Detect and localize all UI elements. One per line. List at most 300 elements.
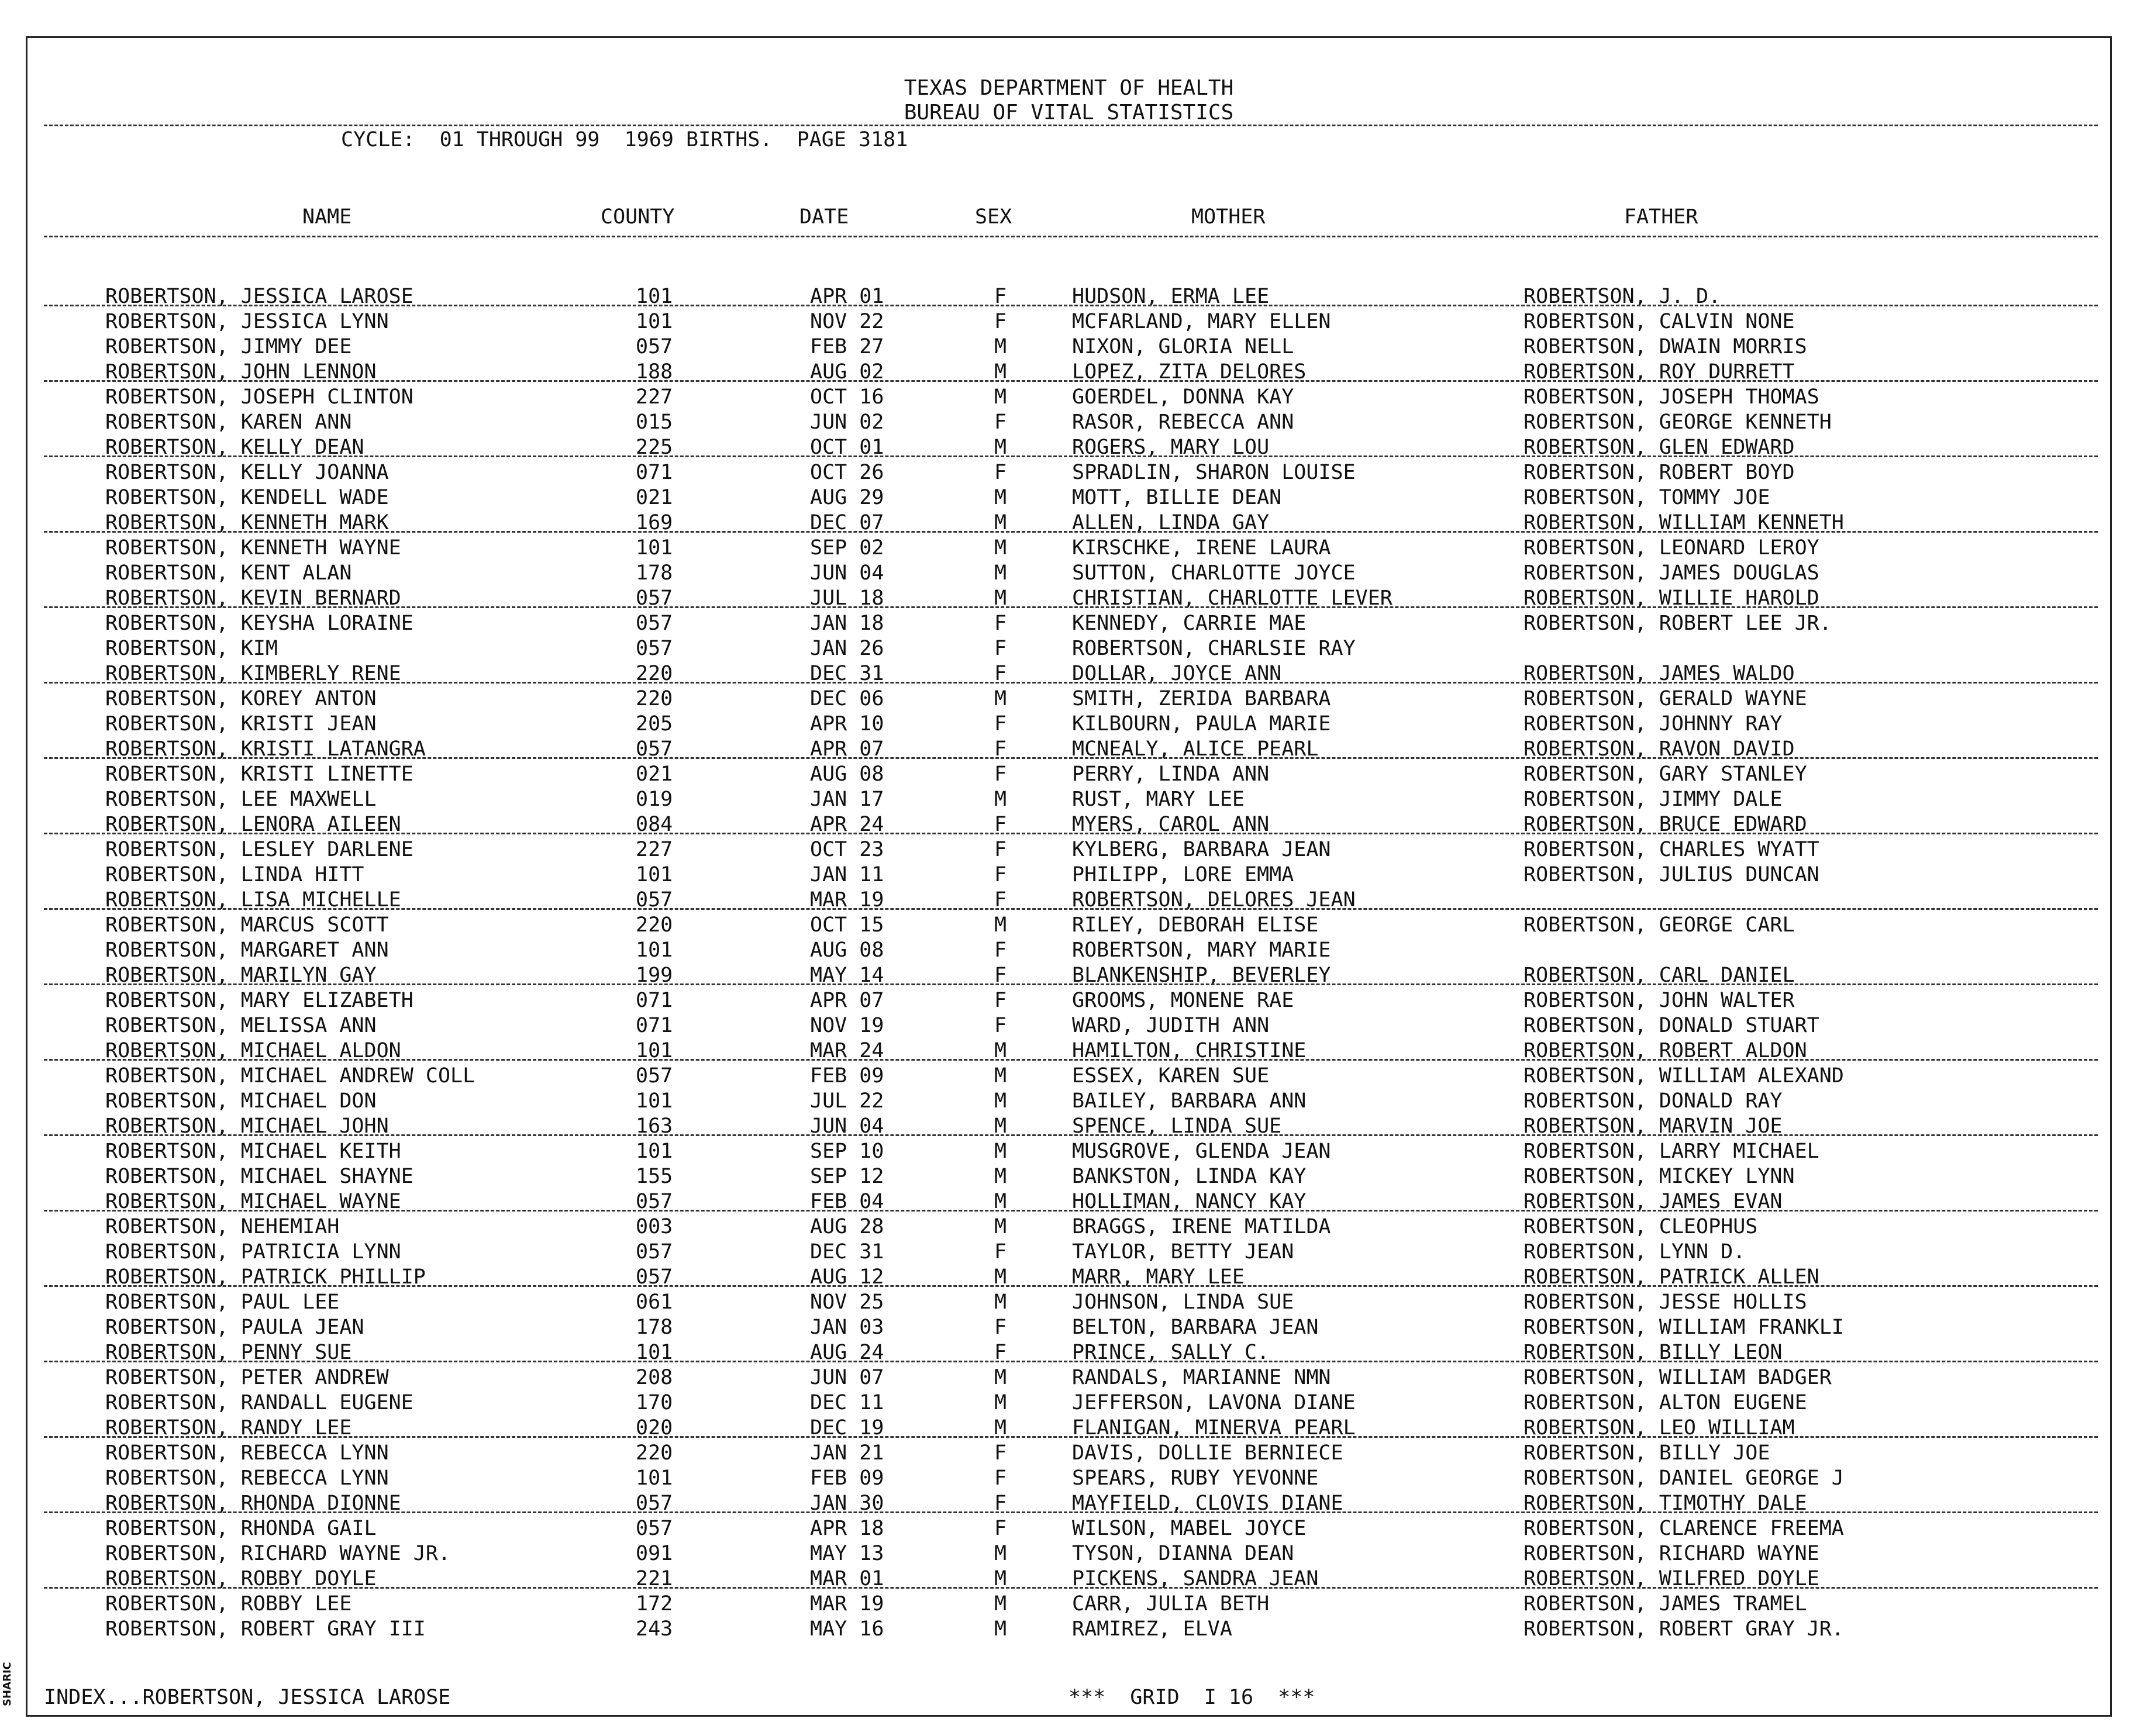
cell-date: OCT 01 [810, 436, 884, 459]
cell-name: ROBERTSON, KRISTI JEAN [105, 712, 377, 736]
cell-mother: WARD, JUDITH ANN [1072, 1014, 1270, 1037]
row-separator [44, 1587, 2098, 1589]
cell-county: 061 [636, 1290, 673, 1314]
cell-mother: MCFARLAND, MARY ELLEN [1072, 310, 1331, 333]
cell-sex: F [994, 637, 1007, 660]
cell-county: 221 [636, 1567, 673, 1590]
cell-mother: ROBERTSON, MARY MARIE [1072, 938, 1331, 962]
cell-father: ROBERTSON, RAVON DAVID [1524, 737, 1795, 761]
cell-father: ROBERTSON, LARRY MICHAEL [1524, 1140, 1819, 1163]
cell-date: FEB 27 [810, 335, 884, 358]
cycle-line: CYCLE: 01 THROUGH 99 1969 BIRTHS. PAGE 3181 [341, 128, 908, 151]
cell-date: JAN 17 [810, 788, 884, 811]
cell-father: ROBERTSON, ROY DURRETT [1524, 360, 1795, 384]
cell-county: 101 [636, 536, 673, 560]
cell-name: ROBERTSON, KRISTI LATANGRA [105, 737, 426, 761]
cell-father: ROBERTSON, JIMMY DALE [1524, 788, 1783, 811]
cell-date: OCT 15 [810, 913, 884, 937]
cell-father: ROBERTSON, JESSE HOLLIS [1524, 1290, 1807, 1314]
cell-father: ROBERTSON, DWAIN MORRIS [1524, 335, 1807, 358]
cell-mother: KIRSCHKE, IRENE LAURA [1072, 536, 1331, 560]
cell-mother: SPEARS, RUBY YEVONNE [1072, 1466, 1319, 1490]
cell-mother: LOPEZ, ZITA DELORES [1072, 360, 1307, 384]
cell-father: ROBERTSON, PATRICK ALLEN [1524, 1265, 1819, 1289]
cell-father: ROBERTSON, ROBERT LEE JR. [1524, 612, 1832, 635]
cell-mother: CHRISTIAN, CHARLOTTE LEVER [1072, 586, 1393, 610]
cell-name: ROBERTSON, MARCUS SCOTT [105, 913, 389, 937]
cell-mother: PICKENS, SANDRA JEAN [1072, 1567, 1319, 1590]
cell-father: ROBERTSON, LYNN D. [1524, 1240, 1746, 1264]
cell-mother: SMITH, ZERIDA BARBARA [1072, 687, 1331, 710]
cell-county: 057 [636, 637, 673, 660]
cell-name: ROBERTSON, KENNETH MARK [105, 511, 389, 534]
cell-county: 178 [636, 1316, 673, 1339]
cell-name: ROBERTSON, RICHARD WAYNE JR. [105, 1542, 451, 1565]
cell-county: 015 [636, 410, 673, 434]
cell-county: 071 [636, 461, 673, 484]
cell-mother: SPENCE, LINDA SUE [1072, 1114, 1282, 1138]
cell-county: 220 [636, 687, 673, 710]
cell-date: NOV 25 [810, 1290, 884, 1314]
cell-name: ROBERTSON, LINDA HITT [105, 863, 364, 886]
cell-sex: M [994, 511, 1007, 534]
cell-name: ROBERTSON, KEVIN BERNARD [105, 586, 401, 610]
cell-county: 091 [636, 1542, 673, 1565]
row-separator [44, 833, 2098, 834]
cell-date: AUG 24 [810, 1341, 884, 1364]
cell-county: 208 [636, 1366, 673, 1389]
cell-county: 019 [636, 788, 673, 811]
cell-name: ROBERTSON, KIMBERLY RENE [105, 662, 401, 685]
cell-county: 071 [636, 1014, 673, 1037]
cell-father: ROBERTSON, MARVIN JOE [1524, 1114, 1783, 1138]
cell-mother: JEFFERSON, LAVONA DIANE [1072, 1391, 1356, 1414]
cell-mother: PHILIPP, LORE EMMA [1072, 863, 1294, 886]
row-separator [44, 455, 2098, 457]
column-header-mother: MOTHER [1191, 205, 1266, 229]
cell-sex: M [994, 1265, 1007, 1289]
cell-sex: M [994, 1114, 1007, 1138]
cell-name: ROBERTSON, MICHAEL WAYNE [105, 1190, 401, 1213]
cell-father: ROBERTSON, MICKEY LYNN [1524, 1165, 1795, 1188]
cell-mother: BANKSTON, LINDA KAY [1072, 1165, 1307, 1188]
cell-name: ROBERTSON, PATRICIA LYNN [105, 1240, 401, 1264]
cell-sex: F [994, 1240, 1007, 1264]
cell-date: OCT 16 [810, 385, 884, 409]
cell-sex: F [994, 285, 1007, 308]
cell-mother: HOLLIMAN, NANCY KAY [1072, 1190, 1307, 1213]
cell-sex: M [994, 1617, 1007, 1641]
cell-sex: F [994, 1316, 1007, 1339]
cell-father: ROBERTSON, GEORGE KENNETH [1524, 410, 1832, 434]
cell-county: 227 [636, 385, 673, 409]
cell-name: ROBERTSON, KENT ALAN [105, 561, 352, 585]
cell-name: ROBERTSON, MICHAEL JOHN [105, 1114, 389, 1138]
cell-name: ROBERTSON, JESSICA LYNN [105, 310, 389, 333]
cell-name: ROBERTSON, KENNETH WAYNE [105, 536, 401, 560]
cell-date: AUG 02 [810, 360, 884, 384]
row-separator [44, 1511, 2098, 1513]
cell-mother: BRAGGS, IRENE MATILDA [1072, 1215, 1331, 1238]
cell-mother: FLANIGAN, MINERVA PEARL [1072, 1416, 1356, 1440]
cell-father: ROBERTSON, ALTON EUGENE [1524, 1391, 1807, 1414]
cell-date: AUG 12 [810, 1265, 884, 1289]
cell-date: JAN 21 [810, 1441, 884, 1465]
cell-sex: M [994, 586, 1007, 610]
cell-father: ROBERTSON, WILLIAM BADGER [1524, 1366, 1832, 1389]
cell-mother: MAYFIELD, CLOVIS DIANE [1072, 1492, 1343, 1515]
cell-county: 101 [636, 1140, 673, 1163]
cell-date: APR 10 [810, 712, 884, 736]
cell-mother: WILSON, MABEL JOYCE [1072, 1517, 1307, 1540]
row-separator [44, 1210, 2098, 1212]
cell-sex: F [994, 964, 1007, 987]
cell-mother: HAMILTON, CHRISTINE [1072, 1039, 1307, 1062]
cell-name: ROBERTSON, MARGARET ANN [105, 938, 389, 962]
cell-date: APR 07 [810, 989, 884, 1012]
cell-name: ROBERTSON, MARY ELIZABETH [105, 989, 413, 1012]
cell-sex: M [994, 1542, 1007, 1565]
cell-date: MAY 16 [810, 1617, 884, 1641]
cell-sex: M [994, 1089, 1007, 1113]
cell-county: 057 [636, 612, 673, 635]
cell-county: 101 [636, 1039, 673, 1062]
column-header-county: COUNTY [601, 205, 675, 229]
cell-father: ROBERTSON, RICHARD WAYNE [1524, 1542, 1819, 1565]
cell-county: 101 [636, 938, 673, 962]
cell-father: ROBERTSON, JAMES TRAMEL [1524, 1592, 1807, 1616]
cell-sex: M [994, 1290, 1007, 1314]
cell-mother: RASOR, REBECCA ANN [1072, 410, 1294, 434]
side-tag-label: SHARIC [1, 1662, 13, 1706]
cell-county: 057 [636, 586, 673, 610]
cell-date: JAN 11 [810, 863, 884, 886]
cell-father: ROBERTSON, J. D. [1524, 285, 1721, 308]
cell-name: ROBERTSON, MICHAEL SHAYNE [105, 1165, 413, 1188]
cell-sex: F [994, 762, 1007, 786]
cell-date: SEP 02 [810, 536, 884, 560]
cell-name: ROBERTSON, RANDY LEE [105, 1416, 352, 1440]
cell-sex: M [994, 1140, 1007, 1163]
row-separator [44, 757, 2098, 759]
bureau-title: BUREAU OF VITAL STATISTICS [904, 101, 1234, 125]
cell-county: 172 [636, 1592, 673, 1616]
cell-sex: M [994, 1567, 1007, 1590]
cell-sex: F [994, 737, 1007, 761]
cell-sex: M [994, 360, 1007, 384]
cell-date: MAR 01 [810, 1567, 884, 1590]
cell-mother: KENNEDY, CARRIE MAE [1072, 612, 1307, 635]
cell-mother: KILBOURN, PAULA MARIE [1072, 712, 1331, 736]
cell-date: FEB 04 [810, 1190, 884, 1213]
cell-name: ROBERTSON, RANDALL EUGENE [105, 1391, 413, 1414]
cell-sex: F [994, 938, 1007, 962]
cell-name: ROBERTSON, KENDELL WADE [105, 486, 389, 509]
cell-county: 155 [636, 1165, 673, 1188]
row-separator [44, 682, 2098, 684]
cell-date: FEB 09 [810, 1466, 884, 1490]
cell-date: NOV 22 [810, 310, 884, 333]
cell-father: ROBERTSON, JOSEPH THOMAS [1524, 385, 1819, 409]
cell-mother: MCNEALY, ALICE PEARL [1072, 737, 1319, 761]
cell-father: ROBERTSON, CALVIN NONE [1524, 310, 1795, 333]
cell-date: DEC 07 [810, 511, 884, 534]
cell-date: MAY 14 [810, 964, 884, 987]
cell-mother: RANDALS, MARIANNE NMN [1072, 1366, 1331, 1389]
cell-date: AUG 29 [810, 486, 884, 509]
cell-date: AUG 08 [810, 762, 884, 786]
cell-mother: SPRADLIN, SHARON LOUISE [1072, 461, 1356, 484]
cell-name: ROBERTSON, JOSEPH CLINTON [105, 385, 413, 409]
row-separator [44, 983, 2098, 985]
cell-county: 225 [636, 436, 673, 459]
cell-sex: F [994, 612, 1007, 635]
cell-sex: M [994, 1416, 1007, 1440]
cell-name: ROBERTSON, MELISSA ANN [105, 1014, 377, 1037]
cell-sex: F [994, 1341, 1007, 1364]
cell-father: ROBERTSON, BRUCE EDWARD [1524, 813, 1807, 836]
divider-top [44, 125, 2098, 126]
grid-footer: *** GRID I 16 *** [1068, 1686, 1315, 1709]
cell-father: ROBERTSON, JULIUS DUNCAN [1524, 863, 1819, 886]
cell-father: ROBERTSON, WILLIAM FRANKLI [1524, 1316, 1844, 1339]
cell-father: ROBERTSON, TIMOTHY DALE [1524, 1492, 1807, 1515]
cell-name: ROBERTSON, REBECCA LYNN [105, 1441, 389, 1465]
cell-county: 205 [636, 712, 673, 736]
cell-mother: KYLBERG, BARBARA JEAN [1072, 838, 1331, 861]
cell-date: JUN 07 [810, 1366, 884, 1389]
cell-name: ROBERTSON, PAUL LEE [105, 1290, 340, 1314]
cell-sex: M [994, 1039, 1007, 1062]
cell-name: ROBERTSON, JIMMY DEE [105, 335, 352, 358]
row-separator [44, 606, 2098, 608]
cell-mother: TYSON, DIANNA DEAN [1072, 1542, 1294, 1565]
column-header-name: NAME [302, 205, 352, 229]
cell-father: ROBERTSON, CARL DANIEL [1524, 964, 1795, 987]
cell-name: ROBERTSON, ROBBY LEE [105, 1592, 352, 1616]
cell-name: ROBERTSON, LESLEY DARLENE [105, 838, 413, 861]
cell-father: ROBERTSON, DONALD RAY [1524, 1089, 1783, 1113]
cell-name: ROBERTSON, RHONDA DIONNE [105, 1492, 401, 1515]
cell-name: ROBERTSON, PETER ANDREW [105, 1366, 389, 1389]
cell-sex: M [994, 1592, 1007, 1616]
cell-father: ROBERTSON, DONALD STUART [1524, 1014, 1819, 1037]
cell-mother: ROBERTSON, DELORES JEAN [1072, 888, 1356, 912]
cell-date: APR 01 [810, 285, 884, 308]
cell-county: 170 [636, 1391, 673, 1414]
cell-father: ROBERTSON, WILLIAM ALEXAND [1524, 1064, 1844, 1088]
cell-date: DEC 31 [810, 662, 884, 685]
cell-sex: M [994, 1366, 1007, 1389]
cell-sex: F [994, 1517, 1007, 1540]
cell-mother: RUST, MARY LEE [1072, 788, 1245, 811]
cell-name: ROBERTSON, PATRICK PHILLIP [105, 1265, 426, 1289]
cell-county: 220 [636, 662, 673, 685]
cell-father: ROBERTSON, ROBERT BOYD [1524, 461, 1795, 484]
cell-mother: PRINCE, SALLY C. [1072, 1341, 1270, 1364]
cell-name: ROBERTSON, MICHAEL DON [105, 1089, 377, 1113]
side-tag [1, 1659, 22, 1718]
cell-mother: GROOMS, MONENE RAE [1072, 989, 1294, 1012]
cell-father: ROBERTSON, LEO WILLIAM [1524, 1416, 1795, 1440]
cell-date: JUL 22 [810, 1089, 884, 1113]
cell-mother: CARR, JULIA BETH [1072, 1592, 1270, 1616]
cell-sex: M [994, 788, 1007, 811]
cell-date: DEC 06 [810, 687, 884, 710]
cell-mother: PERRY, LINDA ANN [1072, 762, 1270, 786]
agency-title: TEXAS DEPARTMENT OF HEALTH [904, 76, 1234, 100]
cell-mother: DAVIS, DOLLIE BERNIECE [1072, 1441, 1343, 1465]
cell-father: ROBERTSON, TOMMY JOE [1524, 486, 1770, 509]
cell-county: 101 [636, 1341, 673, 1364]
cell-name: ROBERTSON, KELLY JOANNA [105, 461, 389, 484]
cell-county: 057 [636, 1492, 673, 1515]
cell-name: ROBERTSON, LEE MAXWELL [105, 788, 377, 811]
cell-sex: F [994, 310, 1007, 333]
cell-date: JAN 18 [810, 612, 884, 635]
cell-mother: DOLLAR, JOYCE ANN [1072, 662, 1282, 685]
cell-county: 057 [636, 335, 673, 358]
cell-mother: ROBERTSON, CHARLSIE RAY [1072, 637, 1356, 660]
cell-sex: M [994, 536, 1007, 560]
cell-mother: MYERS, CAROL ANN [1072, 813, 1270, 836]
cell-name: ROBERTSON, LENORA AILEEN [105, 813, 401, 836]
row-separator [44, 1436, 2098, 1438]
cell-county: 101 [636, 1089, 673, 1113]
cell-sex: F [994, 1014, 1007, 1037]
cell-name: ROBERTSON, MICHAEL KEITH [105, 1140, 401, 1163]
cell-date: JUL 18 [810, 586, 884, 610]
cell-mother: ALLEN, LINDA GAY [1072, 511, 1270, 534]
cell-date: JAN 03 [810, 1316, 884, 1339]
cell-sex: F [994, 461, 1007, 484]
cell-father: ROBERTSON, JOHN WALTER [1524, 989, 1795, 1012]
cell-mother: BELTON, BARBARA JEAN [1072, 1316, 1319, 1339]
cell-name: ROBERTSON, KOREY ANTON [105, 687, 377, 710]
cell-sex: M [994, 1165, 1007, 1188]
cell-name: ROBERTSON, REBECCA LYNN [105, 1466, 389, 1490]
cell-county: 057 [636, 1265, 673, 1289]
cell-date: JUN 02 [810, 410, 884, 434]
cell-county: 003 [636, 1215, 673, 1238]
cell-sex: F [994, 888, 1007, 912]
row-separator [44, 1134, 2098, 1136]
cell-father: ROBERTSON, JAMES DOUGLAS [1524, 561, 1819, 585]
cell-sex: F [994, 1441, 1007, 1465]
row-separator [44, 908, 2098, 910]
row-separator [44, 305, 2098, 306]
cell-mother: TAYLOR, BETTY JEAN [1072, 1240, 1294, 1264]
cell-county: 243 [636, 1617, 673, 1641]
cell-sex: M [994, 1190, 1007, 1213]
cell-sex: F [994, 989, 1007, 1012]
cell-father: ROBERTSON, GLEN EDWARD [1524, 436, 1795, 459]
cell-name: ROBERTSON, MARILYN GAY [105, 964, 377, 987]
cell-date: MAR 19 [810, 888, 884, 912]
cell-sex: M [994, 436, 1007, 459]
cell-date: APR 24 [810, 813, 884, 836]
cell-father: ROBERTSON, JAMES EVAN [1524, 1190, 1783, 1213]
cell-mother: GOERDEL, DONNA KAY [1072, 385, 1294, 409]
cell-father: ROBERTSON, DANIEL GEORGE J [1524, 1466, 1844, 1490]
cell-father: ROBERTSON, WILLIAM KENNETH [1524, 511, 1844, 534]
cell-father: ROBERTSON, ROBERT ALDON [1524, 1039, 1807, 1062]
cell-county: 169 [636, 511, 673, 534]
cell-mother: MOTT, BILLIE DEAN [1072, 486, 1282, 509]
cell-name: ROBERTSON, JESSICA LAROSE [105, 285, 413, 308]
column-header-date: DATE [799, 205, 849, 229]
cell-sex: F [994, 1466, 1007, 1490]
cell-date: AUG 08 [810, 938, 884, 962]
cell-name: ROBERTSON, PENNY SUE [105, 1341, 352, 1364]
cell-sex: F [994, 838, 1007, 861]
row-separator [44, 1059, 2098, 1061]
cell-sex: M [994, 687, 1007, 710]
cell-mother: MUSGROVE, GLENDA JEAN [1072, 1140, 1331, 1163]
cell-county: 220 [636, 913, 673, 937]
cell-mother: SUTTON, CHARLOTTE JOYCE [1072, 561, 1356, 585]
cell-county: 021 [636, 486, 673, 509]
cell-father: ROBERTSON, ROBERT GRAY JR. [1524, 1617, 1844, 1641]
cell-mother: BAILEY, BARBARA ANN [1072, 1089, 1307, 1113]
cell-date: APR 18 [810, 1517, 884, 1540]
cell-mother: BLANKENSHIP, BEVERLEY [1072, 964, 1331, 987]
column-header-father: FATHER [1624, 205, 1698, 229]
cell-date: MAR 24 [810, 1039, 884, 1062]
cell-father: ROBERTSON, CHARLES WYATT [1524, 838, 1819, 861]
cell-name: ROBERTSON, MICHAEL ANDREW COLL [105, 1064, 475, 1088]
cell-sex: M [994, 1064, 1007, 1088]
row-separator [44, 531, 2098, 533]
cell-sex: M [994, 385, 1007, 409]
cell-sex: F [994, 813, 1007, 836]
cell-date: SEP 12 [810, 1165, 884, 1188]
cell-county: 057 [636, 1240, 673, 1264]
cell-date: JAN 30 [810, 1492, 884, 1515]
cell-date: OCT 23 [810, 838, 884, 861]
cell-county: 188 [636, 360, 673, 384]
cell-father: ROBERTSON, CLEOPHUS [1524, 1215, 1758, 1238]
cell-date: JAN 26 [810, 637, 884, 660]
cell-date: AUG 28 [810, 1215, 884, 1238]
cell-name: ROBERTSON, ROBERT GRAY III [105, 1617, 426, 1641]
cell-sex: F [994, 863, 1007, 886]
cell-name: ROBERTSON, ROBBY DOYLE [105, 1567, 377, 1590]
index-footer: INDEX...ROBERTSON, JESSICA LAROSE [44, 1686, 451, 1709]
cell-county: 178 [636, 561, 673, 585]
row-separator [44, 380, 2098, 382]
cell-county: 101 [636, 863, 673, 886]
cell-county: 020 [636, 1416, 673, 1440]
cell-father: ROBERTSON, JAMES WALDO [1524, 662, 1795, 685]
cell-father: ROBERTSON, JOHNNY RAY [1524, 712, 1783, 736]
cell-name: ROBERTSON, KIM [105, 637, 278, 660]
cell-sex: M [994, 913, 1007, 937]
cell-father: ROBERTSON, BILLY LEON [1524, 1341, 1783, 1364]
cell-county: 101 [636, 285, 673, 308]
cell-county: 199 [636, 964, 673, 987]
cell-sex: F [994, 410, 1007, 434]
cell-date: FEB 09 [810, 1064, 884, 1088]
cell-mother: ESSEX, KAREN SUE [1072, 1064, 1270, 1088]
cell-date: NOV 19 [810, 1014, 884, 1037]
cell-mother: RILEY, DEBORAH ELISE [1072, 913, 1319, 937]
cell-county: 101 [636, 310, 673, 333]
cell-date: SEP 10 [810, 1140, 884, 1163]
cell-father: ROBERTSON, BILLY JOE [1524, 1441, 1770, 1465]
column-header-sex: SEX [975, 205, 1012, 229]
cell-date: MAR 19 [810, 1592, 884, 1616]
